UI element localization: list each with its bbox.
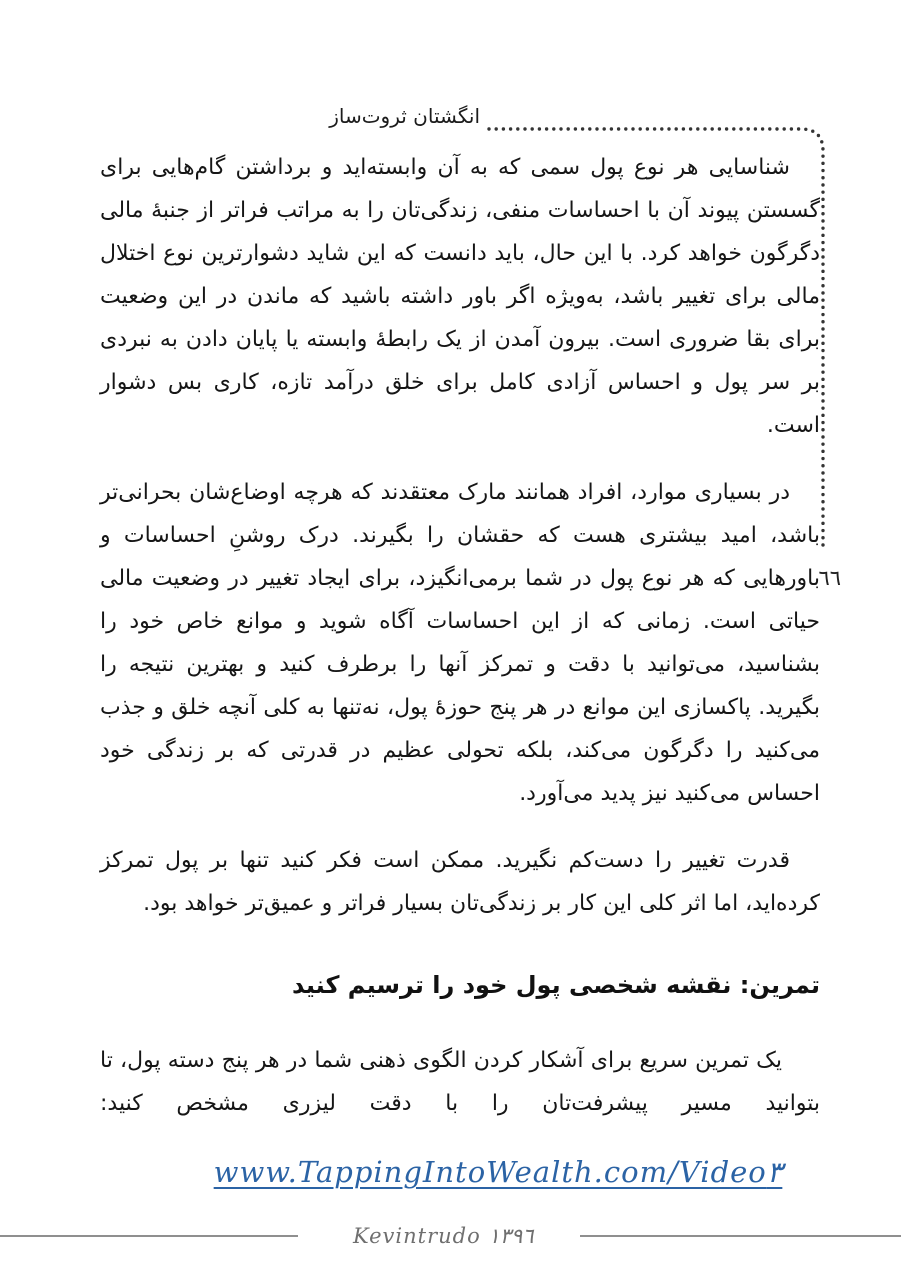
paragraph-mark-example: در بسیاری موارد، افراد همانند مارک معتقدند که هرچه اوضاع‌شان بحرانی‌تر باشد، امید بیشتری هست که حقشان را بگیرند. درک روشنِ احساسات و باورهایی که هر نوع پول در شما برمی‌انگیزد، برای ایجاد تغییر در وضعیت مالی حیاتی است. زمانی که از این احساسات آگاه شوید و موانع خاص خود را بشناسید، می‌توانید با دقت و تمرکز آنها را برطرف کنید و بهترین نتیجه را بگیرید. پاکسازی این موانع در هر پنج حوزهٔ پول، نه‌تنها به کلی آنچه خلق و جذب می‌کنید را دگرگون می‌کند، بلکه تحولی عظیم در قدرتی که بر زندگی خود احساس می‌کنید نیز پدید می‌آورد. <box>100 480 820 806</box>
paragraph-toxic-money: شناسایی هر نوع پول سمی که به آن وابسته‌اید و برداشتن گام‌هایی برای گسستن پیوند آن با احساسات منفی، زندگی‌تان را به مراتب فراتر از جنبهٔ مالی دگرگون خواهد کرد. با این حال، باید دانست که این شاید دشوارترین نوع اختلال مالی برای تغییر باشد، به‌ویژه اگر باور داشته باشید که ماندن در این وضعیت برای بقا ضروری است. بیرون آمدن از یک رابطهٔ وابسته یا پایان دادن به نبردی بر سر پول و احساس آزادی کامل برای خلق درآمد تازه، کاری بس دشوار است. <box>100 155 820 438</box>
exercise-heading: تمرین: نقشه شخصی پول خود را ترسیم کنید <box>292 971 820 999</box>
footer <box>0 1224 901 1248</box>
page-number: ٦٦ <box>818 566 841 590</box>
footer-credit: Kevintrudo ١٣٩٦ <box>353 1224 534 1248</box>
exercise-intro: یک تمرین سریع برای آشکار کردن الگوی ذهنی شما در هر پنج دسته پول، تا بتوانید مسیر پیشرفت‌تان را با دقت لیزری مشخص کنید: <box>100 1048 820 1116</box>
link-row <box>138 1151 858 1197</box>
footer-rule-left <box>0 1235 298 1237</box>
paragraph-power-of-change: قدرت تغییر را دست‌کم نگیرید. ممکن است فکر کنید تنها بر پول تمرکز کرده‌اید، اما اثر کلی این کار بر زندگی‌تان بسیار فراتر و عمیق‌تر خواهد بود. <box>100 848 820 916</box>
tapping-into-wealth-link[interactable]: www.TappingIntoWealth.com/Video٣ <box>213 1155 783 1189</box>
footer-rule-right <box>580 1235 901 1237</box>
body-text <box>100 146 820 1197</box>
running-head-title: انگشتان ثروت‌ساز <box>329 104 480 128</box>
